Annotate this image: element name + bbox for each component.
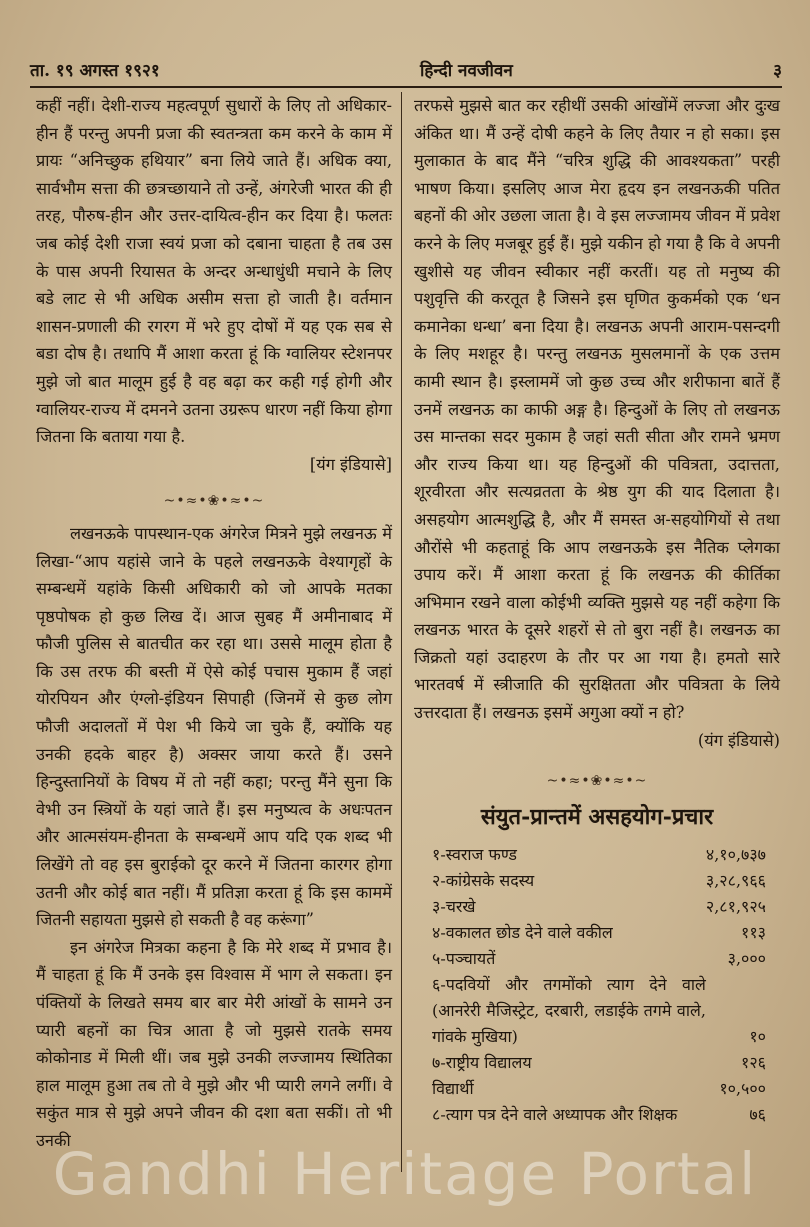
- stats-label: ६-पदवियों और तगमोंको त्याग देने वाले (आनरेरी मैजिस्ट्रेट, दरबारी, लडाईके तगमे वाले, गांवके मुखिया): [432, 974, 706, 1046]
- stats-value: २,८१,९२५: [705, 896, 766, 916]
- stats-value: ४,१०,७३७: [705, 844, 766, 864]
- stats-value: १०: [749, 1026, 766, 1046]
- stats-label: ८-त्याग पत्र देने वाले अध्यापक और शिक्षक: [432, 1104, 678, 1124]
- stats-row: [414, 868, 780, 894]
- right-column: [414, 92, 780, 1128]
- stats-value: ३,०००: [727, 948, 766, 968]
- stats-label: विद्यार्थी: [432, 1078, 474, 1098]
- stats-value: ३,२८,९६६: [705, 870, 766, 890]
- campaign-stats-table: [414, 842, 780, 1128]
- right-paragraph-1: तरफसे मुझसे बात कर रहीथीं उसकी आंखोंमें लज्जा और दुःख अंकित था। मैं उन्हें दोषी कहने के लिए तैयार न हो सका। इस मुलाकात के बाद मैंने “चरित्र शुद्धि की आवश्यकता” परही भाषण किया। इसलिए आज मेरा हृदय इन लखनऊकी पतित बहनों की ओर उछला जाता है। वे इस लज्जामय जीवन में प्रवेश करने के लिए मजबूर हुई हैं। मुझे यकीन हो गया है कि वे अपनी खुशीसे यह जीवन स्वीकार नहीं करतीं। यह तो मनुष्य की पशुवृत्ति की करतूत है जिसने इस घृणित कुकर्मको एक ‘धन कमानेका धन्धा’ बना दिया है। लखनऊ अपनी आराम-पसन्दगी के लिए मशहूर है। परन्तु लखनऊ मुसलमानों के एक उत्तम कामी स्थान है। इस्लाममें जो कुछ उच्च और शरीफाना बातें हैं उनमें लखनऊ का काफी अङ्ग है। हिन्दुओं के लिए तो लखनऊ उस मान्तका सदर मुकाम है जहां सती सीता और रामने भ्रमण और राज्य किया था। यह हिन्दुओं की पवित्रता, उदात्तता, शूरवीरता और सत्यव्रतता के श्रेष्ठ युग की याद दिलाता है। असहयोग आत्मशुद्धि है, और मैं समस्त अ-सहयोगियों से तथा औरोंसे भी कहताहूं कि आप लखनऊके इस नैतिक प्लेगका उपाय करें। मैं आशा करता हूं कि लखनऊ की कीर्तिका अभिमान रखने वाला कोईभी व्यक्ति मुझसे यह नहीं कहेगा कि लखनऊ भारत के दूसरे शहरों से तो बुरा नहीं है। लखनऊ का जिक्रतो यहां उदाहरण के तौर पर आ गया है। हमतो सारे भारतवर्ष में स्त्रीजाति की सुरक्षितता और पवित्रता के लिये उत्तरदाता हैं। लखनऊ इसमें अगुआ क्यों न हो?: [414, 96, 780, 723]
- stats-value: १०,५००: [719, 1078, 766, 1098]
- section-ornament-right: ~•≈•❀•≈•~: [546, 773, 648, 790]
- stats-value: ७६: [749, 1104, 766, 1124]
- stats-label: ३-चरखे: [432, 896, 476, 916]
- left-column: [36, 92, 392, 1155]
- stats-value: ११३: [741, 922, 766, 942]
- stats-label: १-स्वराज फण्ड: [432, 844, 517, 864]
- stats-label: २-कांग्रेसके सदस्य: [432, 870, 535, 890]
- header-page-number: ३: [773, 60, 782, 81]
- stats-row: [414, 894, 780, 920]
- stats-label: ५-पञ्चायतें: [432, 948, 496, 968]
- watermark: Gandhi Heritage Portal: [52, 1140, 758, 1208]
- left-paragraph-1: कहीं नहीं। देशी-राज्य महत्वपूर्ण सुधारों के लिए तो अधिकार-हीन हैं परन्तु अपनी प्रजा की स्वतन्त्रता कम करने के काम में प्रायः “अनिच्छुक हथियार” बना लिये जाते हैं। अधिक क्या, सार्वभौम सत्ता की छत्रच्छायाने तो उन्हें, अंगरेजी भारत की ही तरह, पौरुष-हीन और उत्तर-दायित्व-हीन कर दिया है। फलतः जब कोई देशी राजा स्वयं प्रजा को दबाना चाहता है तब उस के पास अपनी रियासत के अन्दर अन्धाधुंधी मचाने के लिए बडे लाट से भी अधिक असीम सत्ता हो जाती है। वर्तमान शासन-प्रणाली की रगरग में भरे हुए दोषों में यह एक सब से बडा दोष है। तथापि मैं आशा करता हूं कि ग्वालियर स्टेशनपर मुझे जो बात मालूम हुई है वह बढ़ा कर कही गई होगी और ग्वालियर-राज्य में दमनने उतना उग्ररूप धारण नहीं किया होगा जितना कि बताया गया है.: [36, 96, 392, 447]
- header-date: ता. १९ अगस्त १९२१: [30, 60, 160, 81]
- stats-row: [414, 1102, 780, 1128]
- stats-row: [414, 1050, 780, 1076]
- right-source-credit: (यंग इंडियासे): [697, 730, 780, 750]
- stats-label: ७-राष्ट्रीय विद्यालय: [432, 1052, 532, 1072]
- left-source-credit: [यंग इंडियासे]: [309, 454, 392, 474]
- stats-value: १२६: [741, 1052, 766, 1072]
- left-paragraph-2: लखनऊके पापस्थान-एक अंगरेज मित्रने मुझे लखनऊ में लिखा-“आप यहांसे जाने के पहले लखनऊके वेश्यागृहों के सम्बन्धमें यहांके किसी अधिकारी को जो आपके मतका पृष्ठपोषक हो कुछ लिख दें। आज सुबह मैं अमीनाबाद में फौजी पुलिस से बातचीत कर रहा था। उससे मालूम होता है कि उस तरफ की बस्ती में ऐसे कोई पचास मुकाम हैं जहां योरपियन और एंग्लो-इंडियन सिपाही (जिनमें से कुछ लोग फौजी अदालतों में पेश भी किये जा चुके हैं, क्योंकि यह उनकी हदके बाहर है) अक्सर जाया करते हैं। उसने हिन्दुस्तानियों के विषय में तो नहीं कहा; परन्तु मैंने सुना कि वेभी उन स्त्रियों के यहां जाते हैं। इस मनुष्यत्व के अधःपतन और आत्मसंयम-हीनता के सम्बन्धमें आप यदि एक शब्द भी लिखेंगे तो वह इस बुराईको दूर करने में जितना कारगर होगा उतनी और कोई बात नहीं। मैं प्रतिज्ञा करता हूं कि इस काममें जितनी सहायता मुझसे हो सकती है वह करूंगा”: [36, 523, 392, 930]
- left-paragraph-3: इन अंगरेज मित्रका कहना है कि मेरे शब्द में प्रभाव है। मैं चाहता हूं कि मैं उनके इस विश्वास में भाग ले सकता। इन पंक्तियों के लिखते समय बार बार मेरी आंखों के सामने उन प्यारी बहनों का चित्र आता है जो मुझसे रातके समय कोकोनाड में मिली थीं। जब मुझे उनकी लज्जामय स्थितिका हाल मालूम हुआ तब तो वे मुझे और भी प्यारी लगने लगीं। वे सकुंत मात्र से मुझे अपने जीवन की दशा बता सकीं। तो भी उनकी: [36, 937, 392, 1150]
- page-header: [30, 56, 782, 82]
- stats-row: [414, 946, 780, 972]
- stats-row: [414, 842, 780, 868]
- stats-row: [414, 1076, 780, 1102]
- campaign-title: संयुत-प्रान्तमें असहयोग-प्रचार: [480, 803, 714, 830]
- header-title: हिन्दी नवजीवन: [420, 60, 513, 81]
- stats-label: ४-वकालत छोड देने वाले वकील: [432, 922, 613, 942]
- header-rule: [30, 86, 782, 88]
- stats-row: [414, 920, 780, 946]
- stats-row: [414, 972, 780, 1050]
- column-divider: [401, 92, 402, 1172]
- section-ornament-left: ~•≈•❀•≈•~: [163, 493, 265, 510]
